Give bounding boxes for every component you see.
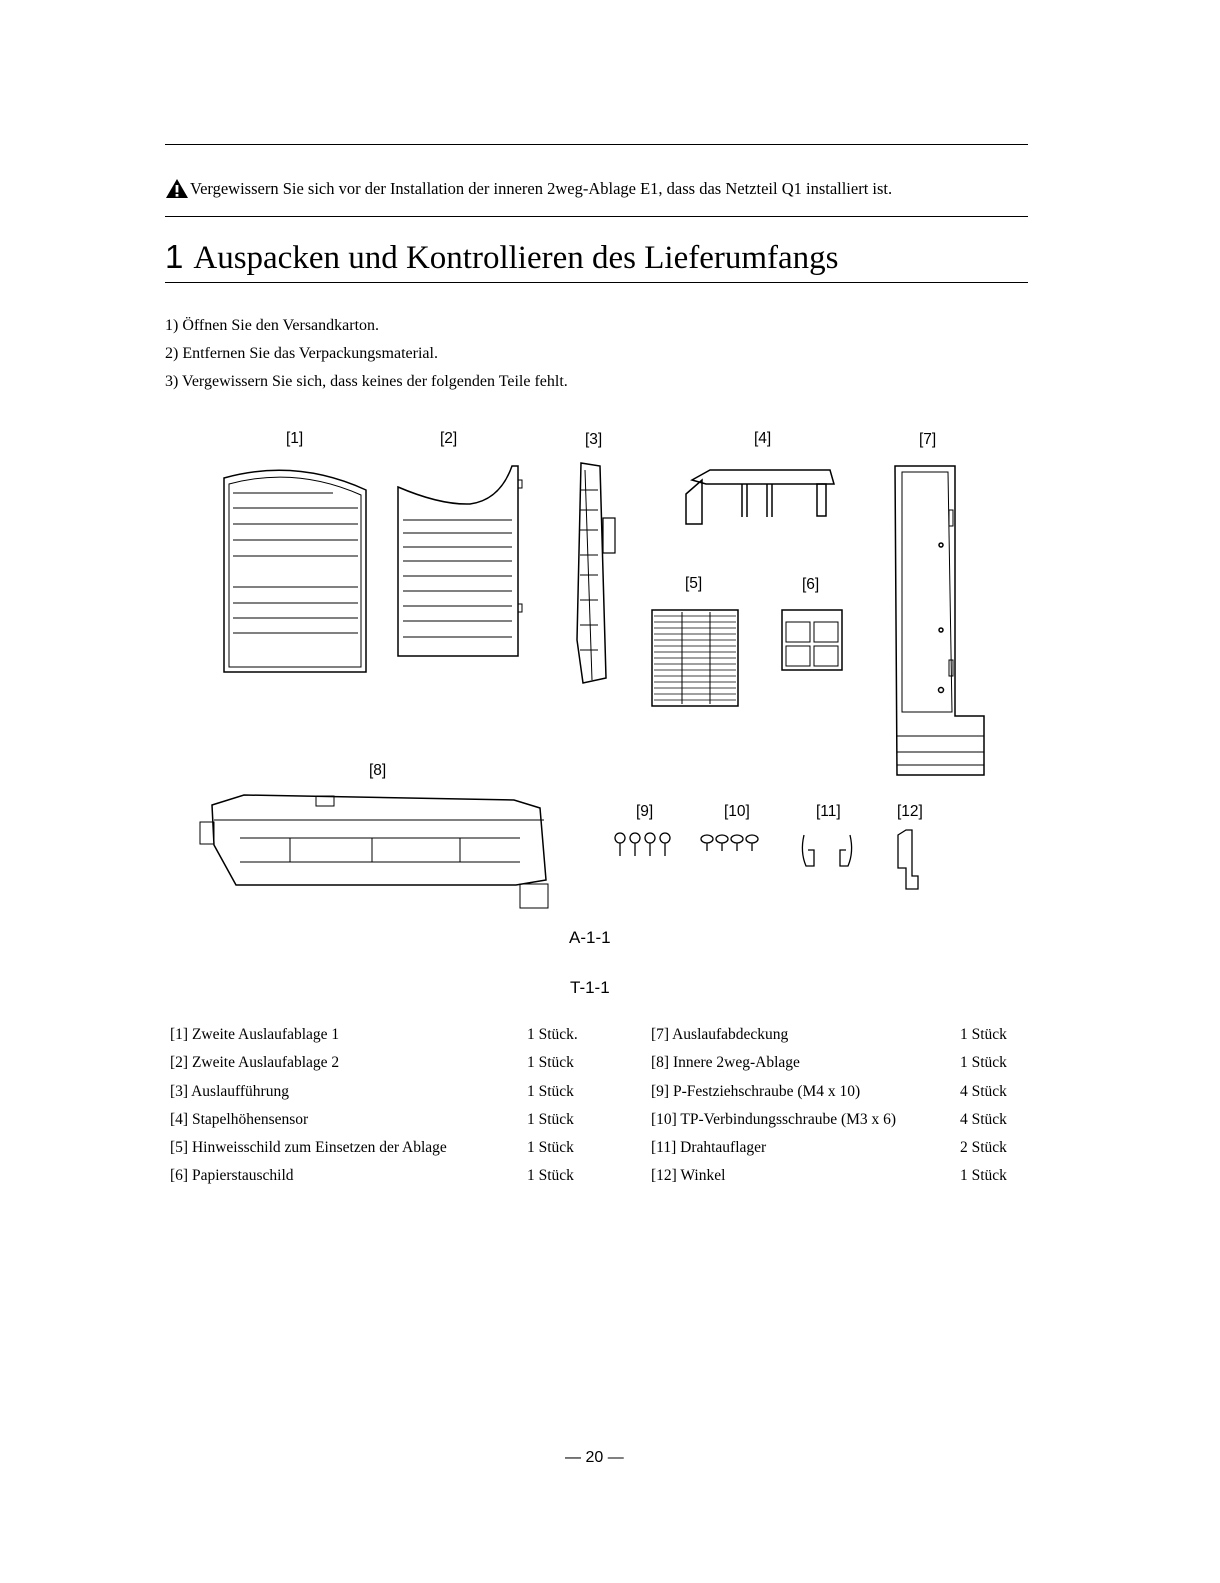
part-qty: 4 Stück (960, 1083, 1007, 1100)
part-name: [4] Stapelhöhensensor (170, 1111, 309, 1128)
part-label-11: [11] (816, 803, 841, 820)
part-label-4: [4] (754, 430, 772, 447)
part-5-drawing (652, 610, 738, 706)
part-label-9: [9] (636, 803, 654, 820)
part-label-6: [6] (802, 576, 820, 593)
part-name: [6] Papierstauschild (170, 1167, 294, 1184)
part-2-drawing (398, 466, 522, 656)
part-name: [9] P-Festziehschraube (M4 x 10) (651, 1083, 861, 1100)
part-qty: 2 Stück (960, 1139, 1007, 1156)
part-name: [1] Zweite Auslaufablage 1 (170, 1026, 340, 1043)
part-qty: 1 Stück (960, 1026, 1007, 1043)
part-qty: 1 Stück (527, 1139, 574, 1156)
step-3: 3) Vergewissern Sie sich, dass keines der folgenden Teile fehlt. (165, 373, 568, 390)
part-12-drawing (898, 830, 918, 889)
part-3-drawing (577, 463, 615, 683)
part-qty: 1 Stück (527, 1083, 574, 1100)
part-4-drawing (686, 470, 834, 524)
part-8-drawing (200, 795, 548, 908)
part-qty: 1 Stück (527, 1167, 574, 1184)
part-1-drawing (224, 470, 366, 672)
figure-caption: A-1-1 (569, 928, 611, 947)
part-7-drawing (895, 466, 984, 775)
part-label-5: [5] (685, 575, 703, 592)
section-title: Auspacken und Kontrollieren des Lieferumfangs (193, 240, 839, 276)
part-9-drawing (615, 833, 670, 856)
part-qty: 1 Stück. (527, 1026, 578, 1043)
part-name: [7] Auslaufabdeckung (651, 1026, 789, 1043)
part-label-12: [12] (897, 803, 923, 820)
part-qty: 1 Stück (527, 1111, 574, 1128)
part-name: [3] Auslaufführung (170, 1083, 289, 1100)
part-name: [10] TP-Verbindungsschraube (M3 x 6) (651, 1111, 897, 1128)
part-label-8: [8] (369, 762, 387, 779)
part-label-7: [7] (919, 431, 937, 448)
part-6-drawing (782, 610, 842, 670)
warning-text: Vergewissern Sie sich vor der Installation der inneren 2weg-Ablage E1, dass das Netzteil Q1 installiert ist. (190, 178, 893, 198)
part-name: [12] Winkel (651, 1167, 726, 1184)
part-name: [2] Zweite Auslaufablage 2 (170, 1054, 340, 1071)
part-name: [11] Drahtauflager (651, 1139, 767, 1156)
part-qty: 1 Stück (960, 1167, 1007, 1184)
part-qty: 4 Stück (960, 1111, 1007, 1128)
page-number: — 20 — (565, 1449, 624, 1466)
part-qty: 1 Stück (527, 1054, 574, 1071)
part-name: [8] Innere 2weg-Ablage (651, 1054, 800, 1071)
part-label-1: [1] (286, 430, 304, 447)
part-label-2: [2] (440, 430, 458, 447)
part-label-3: [3] (585, 431, 603, 448)
part-qty: 1 Stück (960, 1054, 1007, 1071)
part-10-drawing (701, 835, 758, 851)
part-name: [5] Hinweisschild zum Einsetzen der Ablage (170, 1139, 447, 1156)
part-11-drawing (802, 835, 851, 866)
step-1: 1) Öffnen Sie den Versandkarton. (165, 317, 380, 334)
step-2: 2) Entfernen Sie das Verpackungsmaterial. (165, 345, 438, 362)
table-caption: T-1-1 (570, 978, 610, 997)
section-number: 1 (165, 238, 184, 275)
part-label-10: [10] (724, 803, 750, 820)
